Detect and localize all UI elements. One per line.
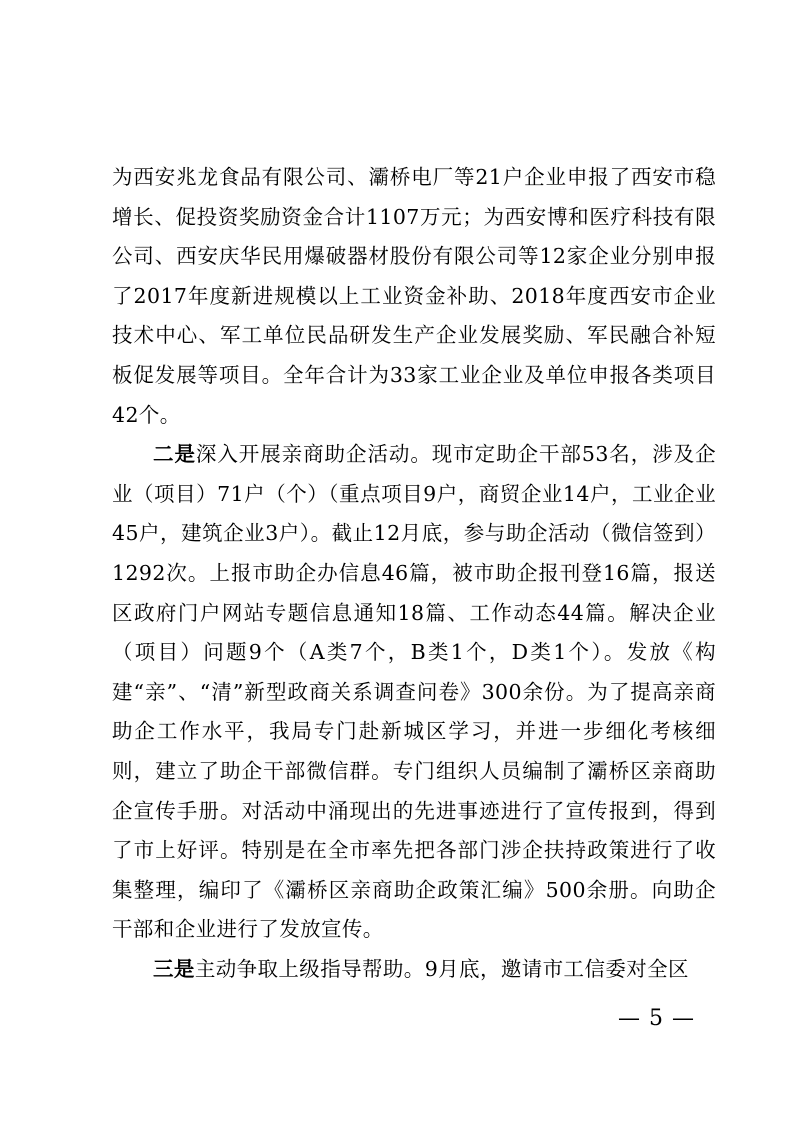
- paragraph-2-lead: 二是: [153, 442, 196, 467]
- paragraph-1-text: 为西安兆龙食品有限公司、灞桥电厂等21户企业申报了西安市稳增长、促投资奖励资金合计1107万元；为西安博和医疗科技有限公司、西安庆华民用爆破器材股份有限公司等12家企业分别申报了2017年度新进规模以上工业资金补助、2018年度西安市企业技术中心、军工单位民品研发生产企业发展奖励、军民融合补短板促发展等项目。全年合计为33家工业企业及单位申报各类项目42个。: [112, 165, 716, 427]
- page-number: — 5 —: [618, 1006, 695, 1031]
- paragraph-3-text: 主动争取上级指导帮助。9月底，邀请市工信委对全区: [194, 956, 689, 981]
- paragraph-1: [112, 158, 716, 435]
- paragraph-2-text: 深入开展亲商助企活动。现市定助企干部53名，涉及企业（项目）71户（个）（重点项目9户，商贸企业14户，工业企业45户，建筑企业3户）。截止12月底，参与助企活动（微信签到）1292次。上报市助企办信息46篇，被市助企报刊登16篇，报送区政府门户网站专题信息通知18篇、工作动态44篇。解决企业（项目）问题9个（A类7个，B类1个，D类1个）。发放《构建“亲”、“清”新型政商关系调查问卷》300余份。为了提高亲商助企工作水平，我局专门赴新城区学习，并进一步细化考核细则，建立了助企干部微信群。专门组织人员编制了灞桥区亲商助企宣传手册。对活动中涌现出的先进事迹进行了宣传报到，得到了市上好评。特别是在全市率先把各部门涉企扶持政策进行了收集整理，编印了《灞桥区亲商助企政策汇编》500余册。向助企干部和企业进行了发放宣传。: [112, 442, 716, 942]
- paragraph-3-lead: 三是: [153, 956, 195, 981]
- body-text: [112, 158, 716, 989]
- paragraph-2: [112, 435, 716, 950]
- paragraph-3: [112, 950, 716, 990]
